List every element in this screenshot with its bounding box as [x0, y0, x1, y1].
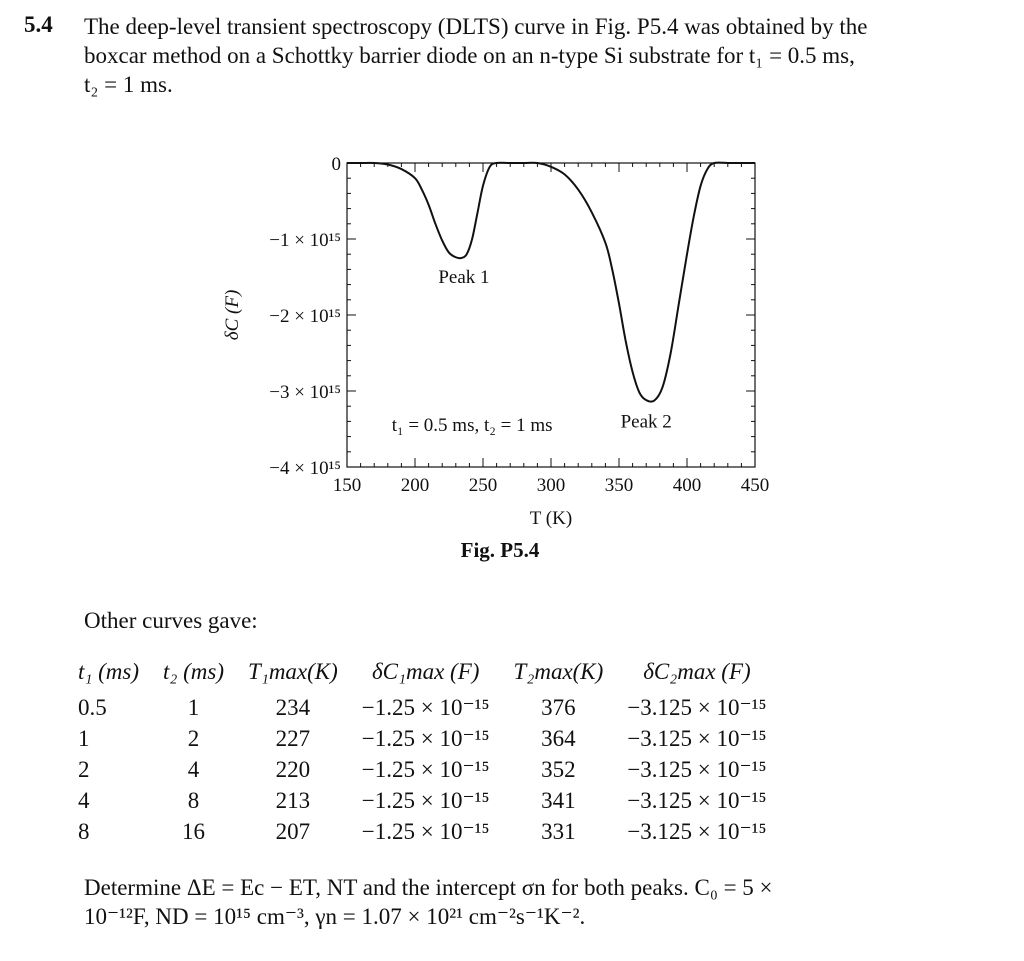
table-row	[66, 785, 779, 816]
cell: −1.25 × 10⁻¹⁵	[361, 818, 490, 844]
cell: −1.25 × 10⁻¹⁵	[361, 694, 490, 720]
annotation-1: Peak 2	[620, 411, 672, 433]
cell: 8	[78, 818, 90, 844]
header-dc1max: δC₁max (F)	[371, 659, 480, 684]
annotation-2: t₁ = 0.5 ms, t₂ = 1 ms	[391, 415, 553, 437]
x-tick-label: 300	[536, 475, 566, 496]
y-tick-label: −3 × 10¹⁵	[269, 382, 341, 403]
cell: −3.125 × 10⁻¹⁵	[627, 756, 767, 782]
cell: 4	[78, 787, 90, 813]
cell: 16	[182, 818, 206, 844]
x-tick-label: 200	[400, 475, 430, 496]
header-t1: t₁ (ms)	[78, 659, 140, 684]
cell: 1	[78, 725, 90, 751]
problem-line-3: t₂ = 1 ms.	[84, 72, 173, 97]
cell: −3.125 × 10⁻¹⁵	[627, 818, 767, 844]
x-tick-label: 250	[468, 475, 498, 496]
table-row	[66, 723, 779, 754]
x-tick-label: 350	[604, 475, 634, 496]
x-tick-label: 400	[672, 475, 702, 496]
determine-line-1: Determine ΔE = Ec − ET, NT and the intercept σn for both peaks. C₀ = 5 ×	[84, 875, 773, 900]
determine-statement	[84, 873, 964, 931]
table-row	[66, 816, 779, 847]
cell: −3.125 × 10⁻¹⁵	[627, 725, 767, 751]
table-header-row	[66, 652, 779, 692]
figure-caption: Fig. P5.4	[460, 538, 540, 562]
cell: 0.5	[78, 694, 107, 720]
cell: 364	[541, 725, 576, 751]
cell: −3.125 × 10⁻¹⁵	[627, 787, 767, 813]
x-axis-label: T (K)	[529, 508, 573, 529]
cell: −1.25 × 10⁻¹⁵	[361, 756, 490, 782]
problem-line-2: boxcar method on a Schottky barrier diode on an n-type Si substrate for t₁ = 0.5 ms,	[84, 43, 855, 68]
x-tick-label: 450	[740, 475, 770, 496]
y-tick-label: 0	[331, 154, 341, 175]
problem-line-1: The deep-level transient spectroscopy (DLTS) curve in Fig. P5.4 was obtained by the	[84, 14, 868, 39]
cell: 8	[187, 787, 200, 813]
x-tick-label: 150	[332, 475, 362, 496]
cell: 207	[275, 818, 311, 844]
series-line-0	[347, 163, 755, 402]
cell: 352	[541, 756, 576, 782]
cell: 4	[187, 756, 200, 782]
table-row	[66, 692, 779, 723]
header-t1max: T₁max(K)	[248, 659, 338, 684]
problem-number: 5.4	[24, 12, 53, 37]
determine-line-2: 10⁻¹²F, ND = 10¹⁵ cm⁻³, γn = 1.07 × 10²¹ cm⁻²s⁻¹K⁻².	[84, 904, 586, 929]
header-t2max: T₂max(K)	[513, 659, 604, 684]
annotation-0: Peak 1	[438, 267, 490, 288]
y-tick-label: −2 × 10¹⁵	[269, 306, 341, 327]
cell: 234	[275, 694, 311, 720]
cell: 2	[187, 725, 200, 751]
y-tick-label: −1 × 10¹⁵	[269, 230, 341, 251]
cell: −1.25 × 10⁻¹⁵	[361, 725, 490, 751]
results-table	[66, 652, 779, 847]
header-t2: t₂ (ms)	[163, 659, 225, 684]
cell: 2	[78, 756, 90, 782]
cell: −1.25 × 10⁻¹⁵	[361, 787, 490, 813]
header-dc2max: δC₂max (F)	[643, 659, 751, 684]
y-axis-label: δC (F)	[222, 289, 243, 341]
cell: 220	[275, 756, 311, 782]
cell: 213	[275, 787, 311, 813]
cell: 331	[541, 818, 576, 844]
other-curves-label: Other curves gave:	[84, 608, 258, 633]
y-tick-label: −4 × 10¹⁵	[269, 458, 341, 479]
cell: 376	[541, 694, 576, 720]
cell: 1	[187, 694, 200, 720]
cell: −3.125 × 10⁻¹⁵	[627, 694, 767, 720]
cell: 227	[275, 725, 311, 751]
cell: 341	[541, 787, 576, 813]
table-row	[66, 754, 779, 785]
